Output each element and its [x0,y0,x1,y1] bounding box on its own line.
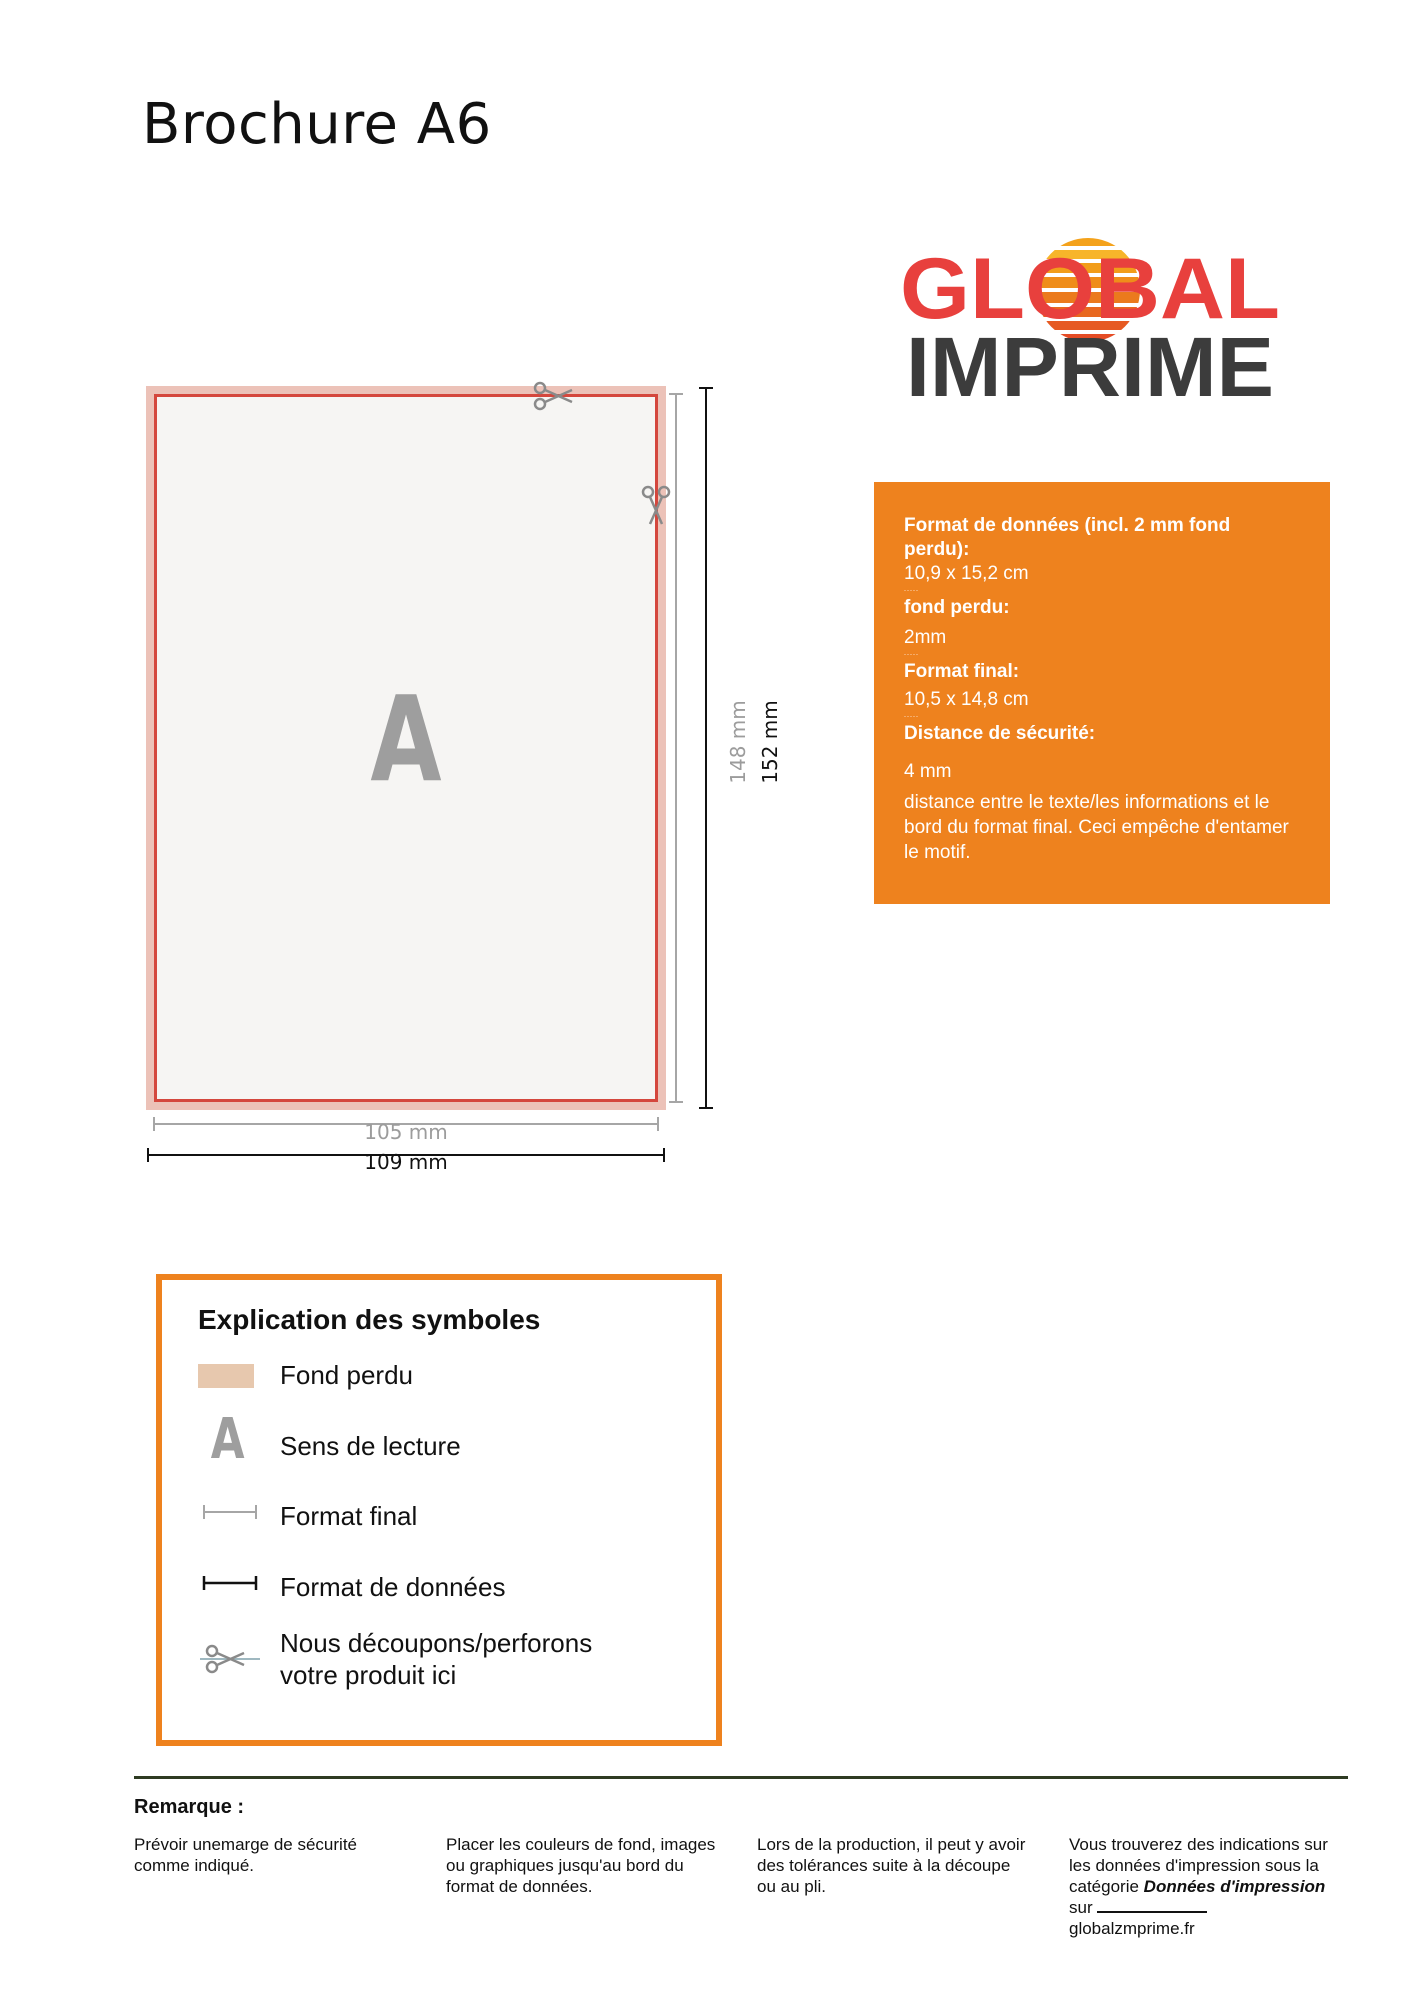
scissors-icon [643,487,669,524]
remark-text: Vous trouverez des indications sur les données d'impression sous la catégorie [1069,1835,1328,1896]
reading-direction-letter: A [370,670,442,808]
remark-category: Données d'impression [1143,1877,1326,1896]
safety-label: Distance de sécurité: [904,723,1096,744]
remark-item: Placer les couleurs de fond, images ou graphiques jusqu'au bord du format de données. [446,1835,716,1896]
symbol-legend [156,1274,722,1746]
final-format-value: 10,5 x 14,8 cm [904,689,1029,710]
website-link[interactable]: globalzmprime.fr [1069,1919,1195,1938]
safety-value: 4 mm [904,761,952,782]
bleed-label: fond perdu: [904,597,1010,618]
width-final-label: 105 mm [364,1120,448,1144]
final-format-label: Format final: [904,661,1020,682]
legend-label-cut: Nous découpons/perforons votre produit ici [280,1628,593,1690]
underline [1097,1911,1207,1913]
reading-direction-icon: A [210,1407,245,1472]
data-format-value: 10,9 x 15,2 cm [904,563,1029,584]
final-format-line-icon [202,1502,258,1522]
remarks-title: Remarque : [134,1796,245,1818]
separator: ----- [904,652,919,658]
width-data-label: 109 mm [364,1150,448,1174]
height-final-label: 148 mm [726,700,750,784]
legend-label-bleed: Fond perdu [280,1360,413,1390]
legend-label-final: Format final [280,1501,418,1531]
remark-item: Prévoir unemarge de sécurité comme indiqué. [134,1835,358,1875]
bleed-value: 2mm [904,627,947,648]
logo-line1: GLOBAL [900,241,1280,337]
scissors-icon [200,1642,260,1676]
legend-label-data: Format de données [280,1572,506,1602]
data-format-label: Format de données (incl. 2 mm fond perdu): [904,515,1231,560]
separator: ----- [904,714,919,720]
height-data-line [699,388,713,1108]
logo-line2: IMPRIME [906,320,1274,402]
divider [134,1776,1348,1779]
remark-item [1069,1834,1339,1939]
safety-description: distance entre le texte/les informations et le bord du format final. Ceci empêche d'entamer le motif. [904,792,1289,863]
bleed-swatch-icon [198,1364,254,1388]
height-final-line [669,394,683,1102]
remark-item: Lors de la production, il peut y avoir des tolérances suite à la découpe ou au pli. [757,1835,1026,1896]
scissors-icon [535,383,572,409]
remark-text: sur [1069,1898,1093,1917]
data-format-line-icon [202,1573,258,1593]
legend-title: Explication des symboles [198,1304,541,1335]
legend-label-reading: Sens de lecture [280,1431,461,1461]
separator: ----- [904,588,919,594]
page-title: Brochure A6 [142,92,492,157]
height-data-label: 152 mm [758,700,782,784]
